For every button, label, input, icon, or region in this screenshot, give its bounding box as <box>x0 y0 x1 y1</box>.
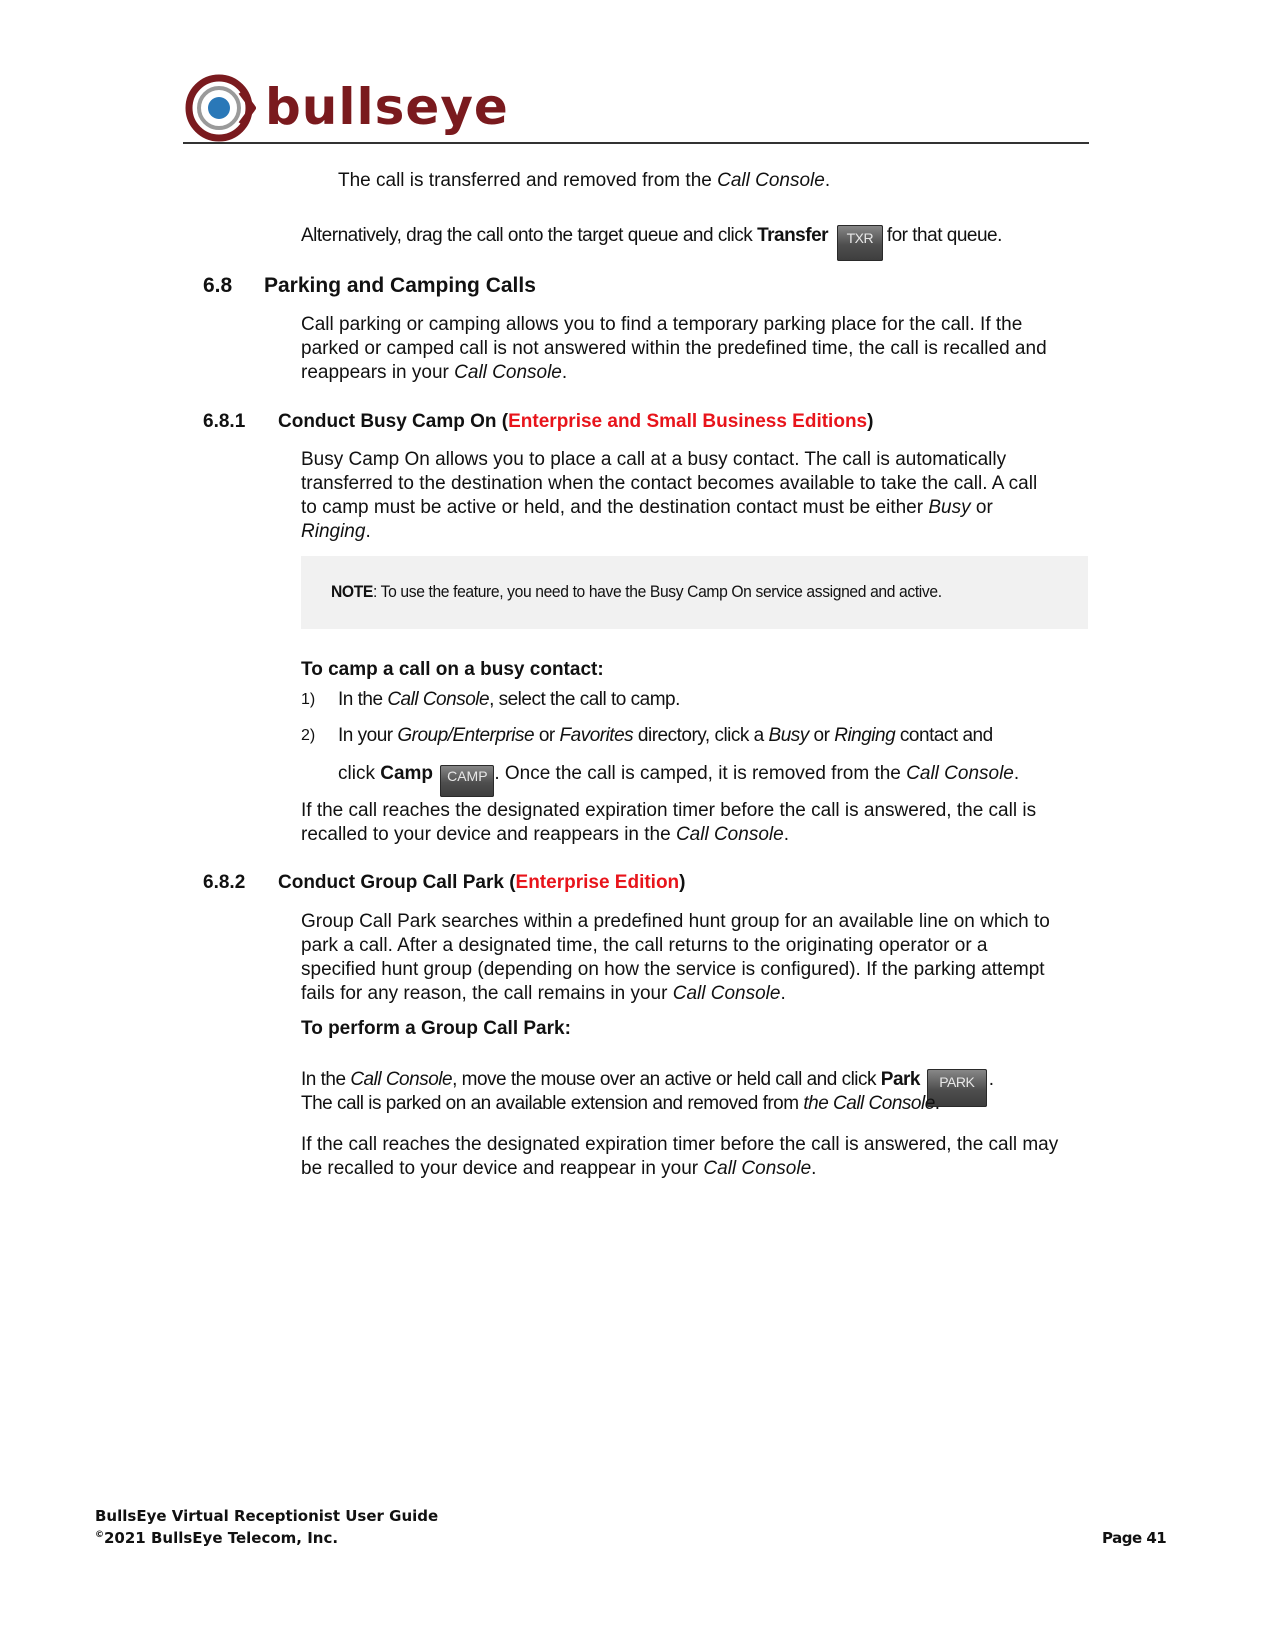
page-number: Page 41 <box>1102 1529 1167 1547</box>
subsection-title: Conduct Group Call Park (Enterprise Edition) <box>278 872 686 893</box>
park-result-text: The call is parked on an available extension and removed from the Call Console. <box>301 1093 940 1114</box>
transfer-alternative-text: Alternatively, drag the call onto the target queue and click Transfer TXR for that queue. <box>301 224 1002 261</box>
logo-wordmark: bullseye <box>265 78 509 136</box>
camp-result-paragraph: If the call reaches the designated expiration timer before the call is answered, the call is recalled to your device and reappears in the Call Console. <box>301 800 1037 845</box>
header-divider <box>183 142 1089 144</box>
bullseye-logo <box>183 72 543 144</box>
step-number: 2) <box>301 727 316 744</box>
procedure-title: To camp a call on a busy contact: <box>301 659 604 680</box>
busy-camp-paragraph: Busy Camp On allows you to place a call at a busy contact. The call is automatically transferred to the destination when the contact becomes available to take the call. A call to camp must be active or held, and the destination contact must be either Busy or Ringing. <box>301 449 1038 542</box>
step-text: In the Call Console, select the call to camp. <box>338 689 680 710</box>
section-number: 6.8 <box>203 274 233 297</box>
footer-copyright: ©2021 BullsEye Telecom, Inc. <box>95 1529 339 1547</box>
note-box <box>301 556 1088 629</box>
group-call-park-paragraph: Group Call Park searches within a predefined hunt group for an available line on which to park a call. After a designated time, the call returns to the originating operator or a specified hunt group (depending on how the service is configured). If the parking attempt fails for any reason, the call remains in your Call Console. <box>301 911 1050 1004</box>
step-number: 1) <box>301 691 316 708</box>
txr-button-icon: TXR <box>837 225 883 261</box>
step-text: In your Group/Enterprise or Favorites directory, click a Busy or Ringing contact and <box>338 725 993 746</box>
transfer-result-text: The call is transferred and removed from the Call Console. <box>338 170 831 191</box>
step-text-continued: click Camp CAMP . Once the call is camped, it is removed from the Call Console. <box>338 762 1019 797</box>
section-paragraph: Call parking or camping allows you to find a temporary parking place for the call. If the parked or camped call is not answered within the predefined time, the call is recalled and reappears in your Call Console. <box>301 314 1047 383</box>
section-title: Parking and Camping Calls <box>264 274 536 297</box>
subsection-number: 6.8.2 <box>203 872 246 893</box>
note-text: NOTE: To use the feature, you need to have the Busy Camp On service assigned and active. <box>331 582 942 601</box>
target-icon <box>189 78 253 138</box>
park-instruction: In the Call Console, move the mouse over an active or held call and click Park PARK . <box>301 1068 994 1107</box>
footer-guide-title: BullsEye Virtual Receptionist User Guide <box>95 1507 439 1525</box>
park-recall-paragraph: If the call reaches the designated expiration timer before the call is answered, the call may be recalled to your device and reappear in your Call Console. <box>301 1134 1059 1179</box>
park-button-icon: PARK <box>927 1069 987 1107</box>
subsection-title: Conduct Busy Camp On (Enterprise and Small Business Editions) <box>278 411 874 432</box>
camp-button-icon: CAMP <box>440 765 494 797</box>
subsection-number: 6.8.1 <box>203 411 246 432</box>
procedure-title: To perform a Group Call Park: <box>301 1018 571 1039</box>
